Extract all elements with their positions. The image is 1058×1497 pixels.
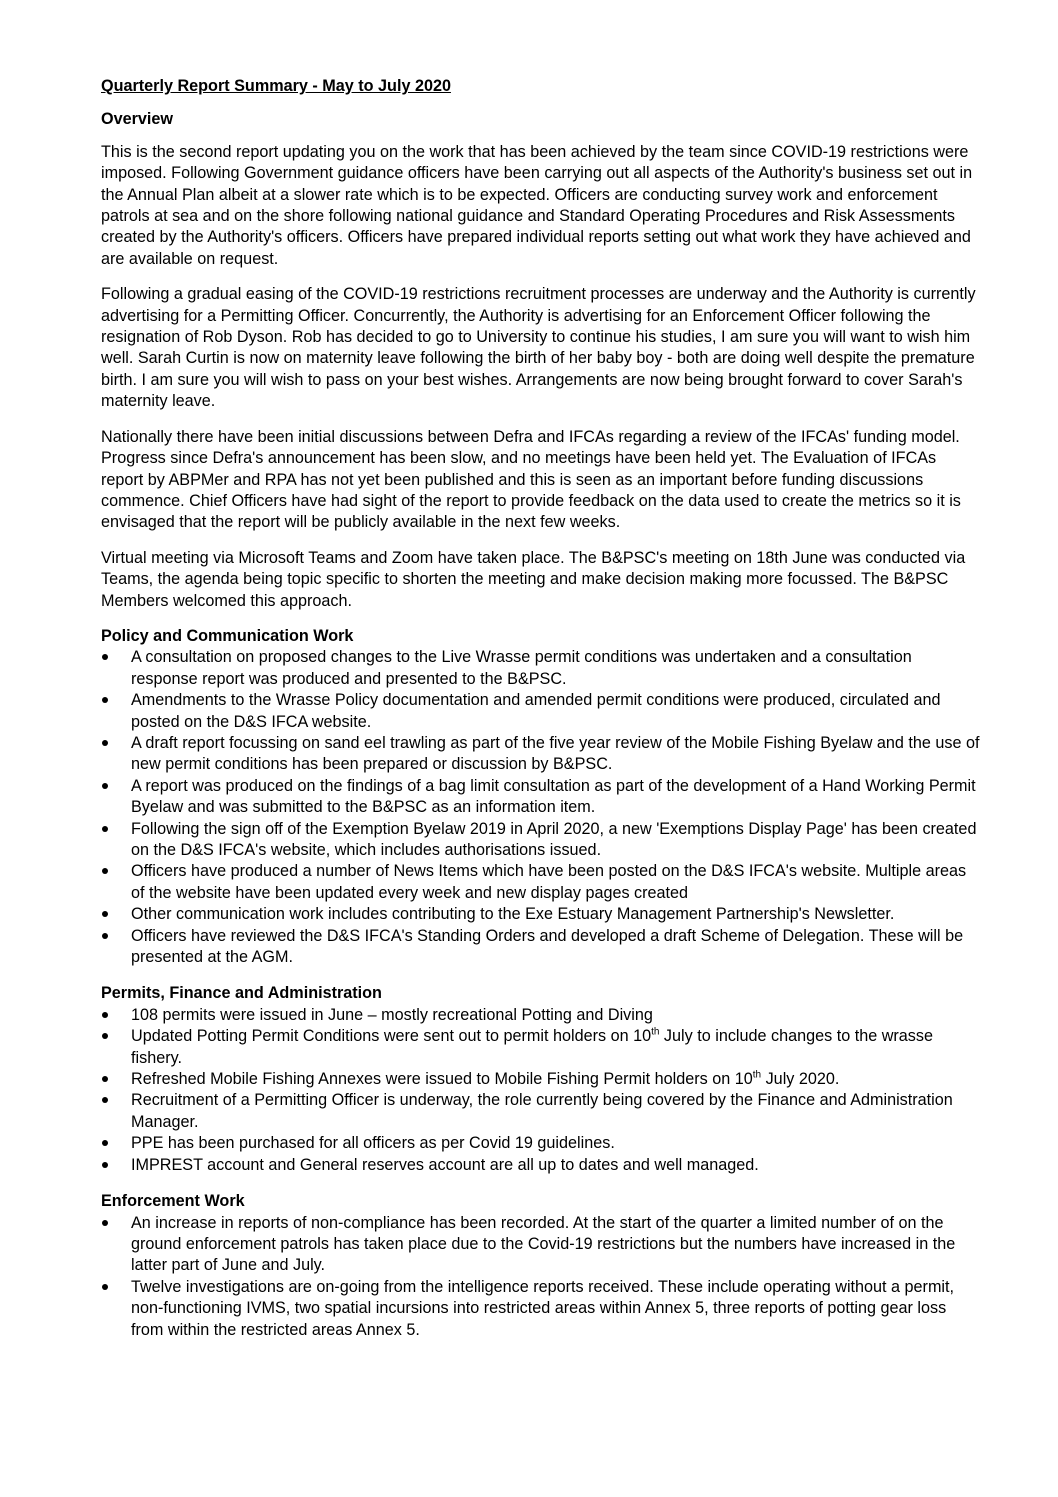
list-item [101,861,981,904]
list-item [101,1213,981,1277]
list-item [101,1005,981,1026]
bullet-icon [102,783,108,789]
list-item [101,904,981,925]
list-item [101,1133,981,1154]
bullet-icon [102,911,108,917]
list-item [101,733,981,776]
bullet-icon [102,1012,108,1018]
list-item-text: Officers have reviewed the D&S IFCA's Standing Orders and developed a draft Scheme of Delegation. These will be presented at the AGM. [131,926,964,967]
permits-heading: Permits, Finance and Administration [101,984,382,1003]
list-item-text: An increase in reports of non-compliance has been recorded. At the start of the quarter a limited number of on the ground enforcement patrols has taken place due to the Covid-19 restrictions but the numbers have increased in the latter part of June and July. [131,1213,956,1275]
list-item-text: Updated Potting Permit Conditions were sent out to permit holders on 10 [131,1027,652,1046]
enforcement-heading: Enforcement Work [101,1192,245,1211]
bullet-icon [102,1140,108,1146]
list-item-text: July to include changes to the wrasse fishery. [131,1027,933,1067]
list-item-text: July 2020. [761,1070,840,1089]
list-item-text: A consultation on proposed changes to the Live Wrasse permit conditions was undertaken and a consultation response report was produced and presented to the B&PSC. [131,648,912,688]
bullet-icon [102,697,108,703]
bullet-icon [102,1076,108,1082]
bullet-icon [102,1097,108,1103]
bullet-icon [102,868,108,874]
bullet-icon [102,1162,108,1168]
bullet-icon [102,1220,108,1226]
list-item-text: A report was produced on the findings of a bag limit consultation as part of the development of a Hand Working Permit Byelaw and was submitted to the B&PSC as an information item. [131,776,976,817]
list-item [101,1155,981,1176]
policy-heading: Policy and Communication Work [101,626,354,645]
bullet-icon [102,654,108,660]
list-item [101,819,981,862]
list-item [101,926,981,969]
ordinal-suffix: th [752,1069,762,1081]
list-item [101,776,981,819]
list-item-text: Following the sign off of the Exemption Byelaw 2019 in April 2020, a new 'Exemptions Display Page' has been created on the D&S IFCA's website, which includes authorisations issued. [131,819,977,859]
list-item-text: Twelve investigations are on-going from the intelligence reports received. These include operating without a permit, non-functioning IVMS, two spatial incursions into restricted areas within Annex 5, three reports of potting gear loss from within the restricted areas Annex 5. [131,1277,955,1339]
list-item [101,1090,981,1133]
list-item-text: PPE has been purchased for all officers as per Covid 19 guidelines. [131,1134,615,1153]
bullet-icon [102,826,108,832]
list-item-text: Amendments to the Wrasse Policy documentation and amended permit conditions were produced, circulated and posted on the D&S IFCA website. [131,691,941,731]
list-item [101,1069,981,1090]
ordinal-suffix: th [651,1026,660,1038]
list-item [101,647,981,690]
overview-paragraph: Virtual meeting via Microsoft Teams and Zoom have taken place. The B&PSC's meeting on 18th June was conducted via Teams, the agenda being topic specific to shorten the meeting and make decision making more focussed. The B&PSC Members welcomed this approach. [101,548,966,610]
list-item-text: Recruitment of a Permitting Officer is underway, the role currently being covered by the Finance and Administration Manager. [131,1091,953,1131]
permits-list [101,1005,981,1176]
bullet-icon [102,1284,108,1290]
list-item-text: IMPREST account and General reserves account are all up to dates and well managed. [131,1155,759,1174]
list-item-text: Other communication work includes contributing to the Exe Estuary Management Partnership's Newsletter. [131,905,895,924]
overview-paragraph: Following a gradual easing of the COVID-19 restrictions recruitment processes are underway and the Authority is currently advertising for a Permitting Officer. Concurrently, the Authority is advertising for an Enforcement Officer following the resignation of Rob Dyson. Rob has decided to go to University to continue his studies, I am sure you will want to wish him well. Sarah Curtin is now on maternity leave following the birth of her baby boy - both are doing well despite the premature birth. I am sure you will wish to pass on your best wishes. Arrangements are now being brought forward to cover Sarah's maternity leave. [101,285,976,411]
list-item-text: 108 permits were issued in June – mostly recreational Potting and Diving [131,1005,653,1024]
policy-list [101,647,981,968]
list-item-text: Officers have produced a number of News Items which have been posted on the D&S IFCA's website. Multiple areas of the website have been updated every week and new display pages created [131,862,967,902]
enforcement-list [101,1213,981,1341]
bullet-icon [102,740,108,746]
overview-paragraph: Nationally there have been initial discussions between Defra and IFCAs regarding a review of the IFCAs' funding model. Progress since Defra's announcement has been slow, and no meetings have been held yet. The Evaluation of IFCAs report by ABPMer and RPA has not yet been published and this is seen as an important before funding discussions commence. Chief Officers have had sight of the report to provide feedback on the data used to create the metrics so it is envisaged that the report will be publicly available in the next few weeks. [101,427,961,532]
document-page [101,76,981,1341]
list-item [101,1026,981,1069]
list-item-text: A draft report focussing on sand eel trawling as part of the five year review of the Mobile Fishing Byelaw and the use of new permit conditions has been prepared or discussion by B&PSC. [131,733,980,774]
list-item-text: Refreshed Mobile Fishing Annexes were issued to Mobile Fishing Permit holders on 10 [131,1070,753,1089]
list-item [101,690,981,733]
list-item [101,1277,981,1341]
bullet-icon [102,933,108,939]
page-title: Quarterly Report Summary - May to July 2020 [101,77,451,95]
overview-paragraph: This is the second report updating you on the work that has been achieved by the team since COVID-19 restrictions were imposed. Following Government guidance officers have been carrying out all aspects of the Authority's business set out in the Annual Plan albeit at a slower rate which is to be expected. Officers are conducting survey work and enforcement patrols at sea and on the shore following national guidance and Standard Operating Procedures and Risk Assessments created by the Authority's officers. Officers have prepared individual reports setting out what work they have achieved and are available on request. [101,142,973,268]
overview-heading: Overview [101,110,173,129]
bullet-icon [102,1033,108,1039]
